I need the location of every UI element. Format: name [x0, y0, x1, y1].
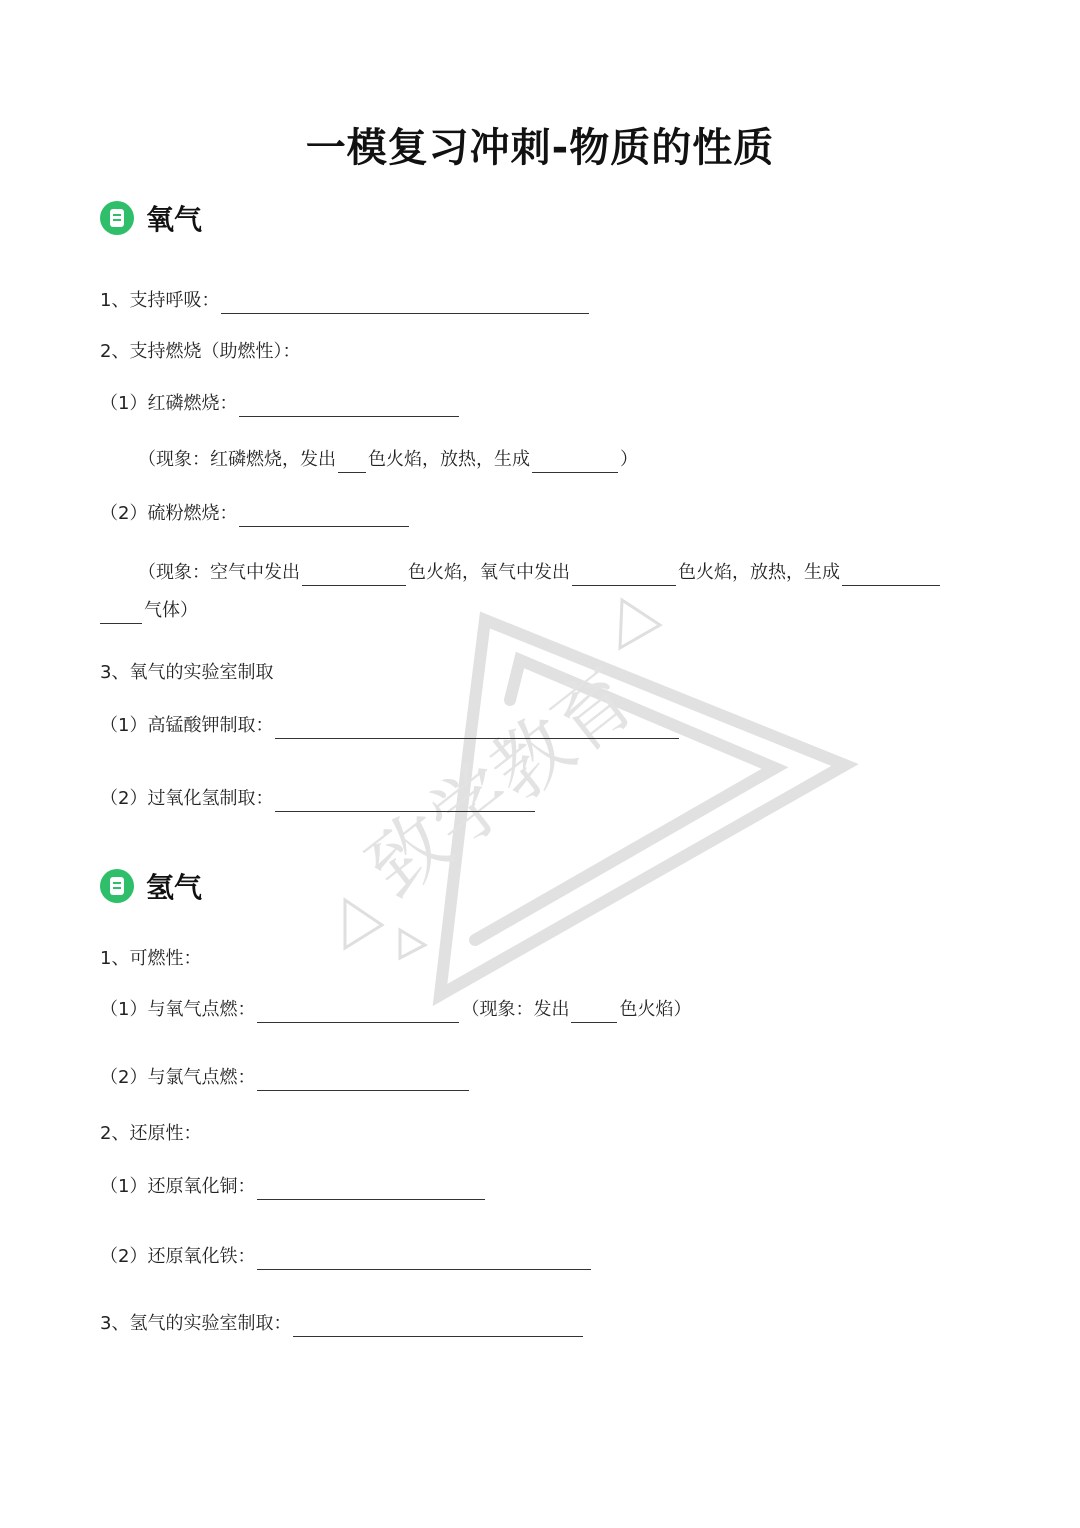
question-line — [100, 339, 300, 365]
question-line — [100, 1174, 487, 1200]
answer-blank[interactable] — [100, 601, 142, 624]
question-text: 2、支持燃烧（助燃性）： — [100, 341, 301, 362]
answer-blank[interactable] — [257, 1177, 485, 1200]
question-text: （2）过氧化氢制取： — [100, 788, 274, 809]
question-line — [100, 1244, 593, 1270]
notebook-icon — [100, 201, 134, 235]
question-text: （2）还原氧化铁： — [100, 1246, 256, 1267]
question-line — [100, 946, 201, 972]
section-title: 氢气 — [146, 871, 203, 904]
observation-text: （现象：空气中发出 — [138, 562, 300, 583]
observation-line — [100, 598, 198, 624]
observation-text: ） — [620, 449, 638, 470]
question-line — [100, 1121, 201, 1147]
question-text: 3、氢气的实验室制取： — [100, 1313, 292, 1334]
question-text: 2、还原性： — [100, 1123, 202, 1144]
notebook-icon — [100, 869, 134, 903]
answer-blank[interactable] — [257, 1247, 591, 1270]
observation-text: 色火焰，氧气中发出 — [408, 562, 570, 583]
observation-text: （现象：发出 — [461, 999, 570, 1020]
question-text: （1）红磷燃烧： — [100, 393, 238, 414]
answer-blank[interactable] — [572, 563, 676, 586]
section-heading-oxygen — [100, 198, 202, 238]
answer-blank[interactable] — [338, 450, 366, 473]
question-line — [100, 1065, 471, 1091]
question-line — [100, 660, 273, 686]
answer-blank[interactable] — [571, 1000, 617, 1023]
question-line — [100, 997, 691, 1023]
question-text: （1）还原氧化铜： — [100, 1176, 256, 1197]
observation-line — [138, 447, 638, 473]
question-text: （2）与氯气点燃： — [100, 1067, 256, 1088]
answer-blank[interactable] — [842, 563, 940, 586]
observation-text: 色火焰，放热，生成 — [368, 449, 530, 470]
answer-blank[interactable] — [302, 563, 406, 586]
question-text: （1）高锰酸钾制取： — [100, 715, 274, 736]
question-line — [100, 786, 537, 812]
question-text: （2）硫粉燃烧： — [100, 503, 238, 524]
question-line — [100, 288, 591, 314]
section-heading-hydrogen — [100, 866, 202, 906]
question-line — [100, 501, 411, 527]
answer-blank[interactable] — [532, 450, 618, 473]
question-line — [100, 1311, 585, 1337]
section-title: 氧气 — [146, 203, 203, 236]
answer-blank[interactable] — [257, 1000, 459, 1023]
observation-line — [138, 560, 942, 586]
answer-blank[interactable] — [239, 394, 459, 417]
watermark-small-triangle — [345, 900, 382, 948]
answer-blank[interactable] — [221, 291, 589, 314]
observation-text: （现象：红磷燃烧，发出 — [138, 449, 336, 470]
answer-blank[interactable] — [275, 789, 535, 812]
question-text: 1、支持呼吸： — [100, 290, 220, 311]
question-line — [100, 391, 461, 417]
observation-text: 色火焰） — [619, 999, 692, 1020]
answer-blank[interactable] — [275, 716, 679, 739]
page-title: 一模复习冲刺-物质的性质 — [305, 125, 775, 171]
watermark-small-triangle — [400, 930, 425, 958]
watermark-small-triangle — [620, 600, 660, 648]
question-text: 3、氧气的实验室制取 — [100, 662, 274, 683]
answer-blank[interactable] — [293, 1314, 583, 1337]
question-text: （1）与氧气点燃： — [100, 999, 256, 1020]
question-text: 1、可燃性： — [100, 948, 202, 969]
observation-text: 色火焰，放热，生成 — [678, 562, 840, 583]
answer-blank[interactable] — [239, 504, 409, 527]
watermark-text: 致学教育 — [351, 651, 653, 915]
question-line — [100, 713, 681, 739]
observation-text: 气体） — [144, 600, 198, 621]
answer-blank[interactable] — [257, 1068, 469, 1091]
